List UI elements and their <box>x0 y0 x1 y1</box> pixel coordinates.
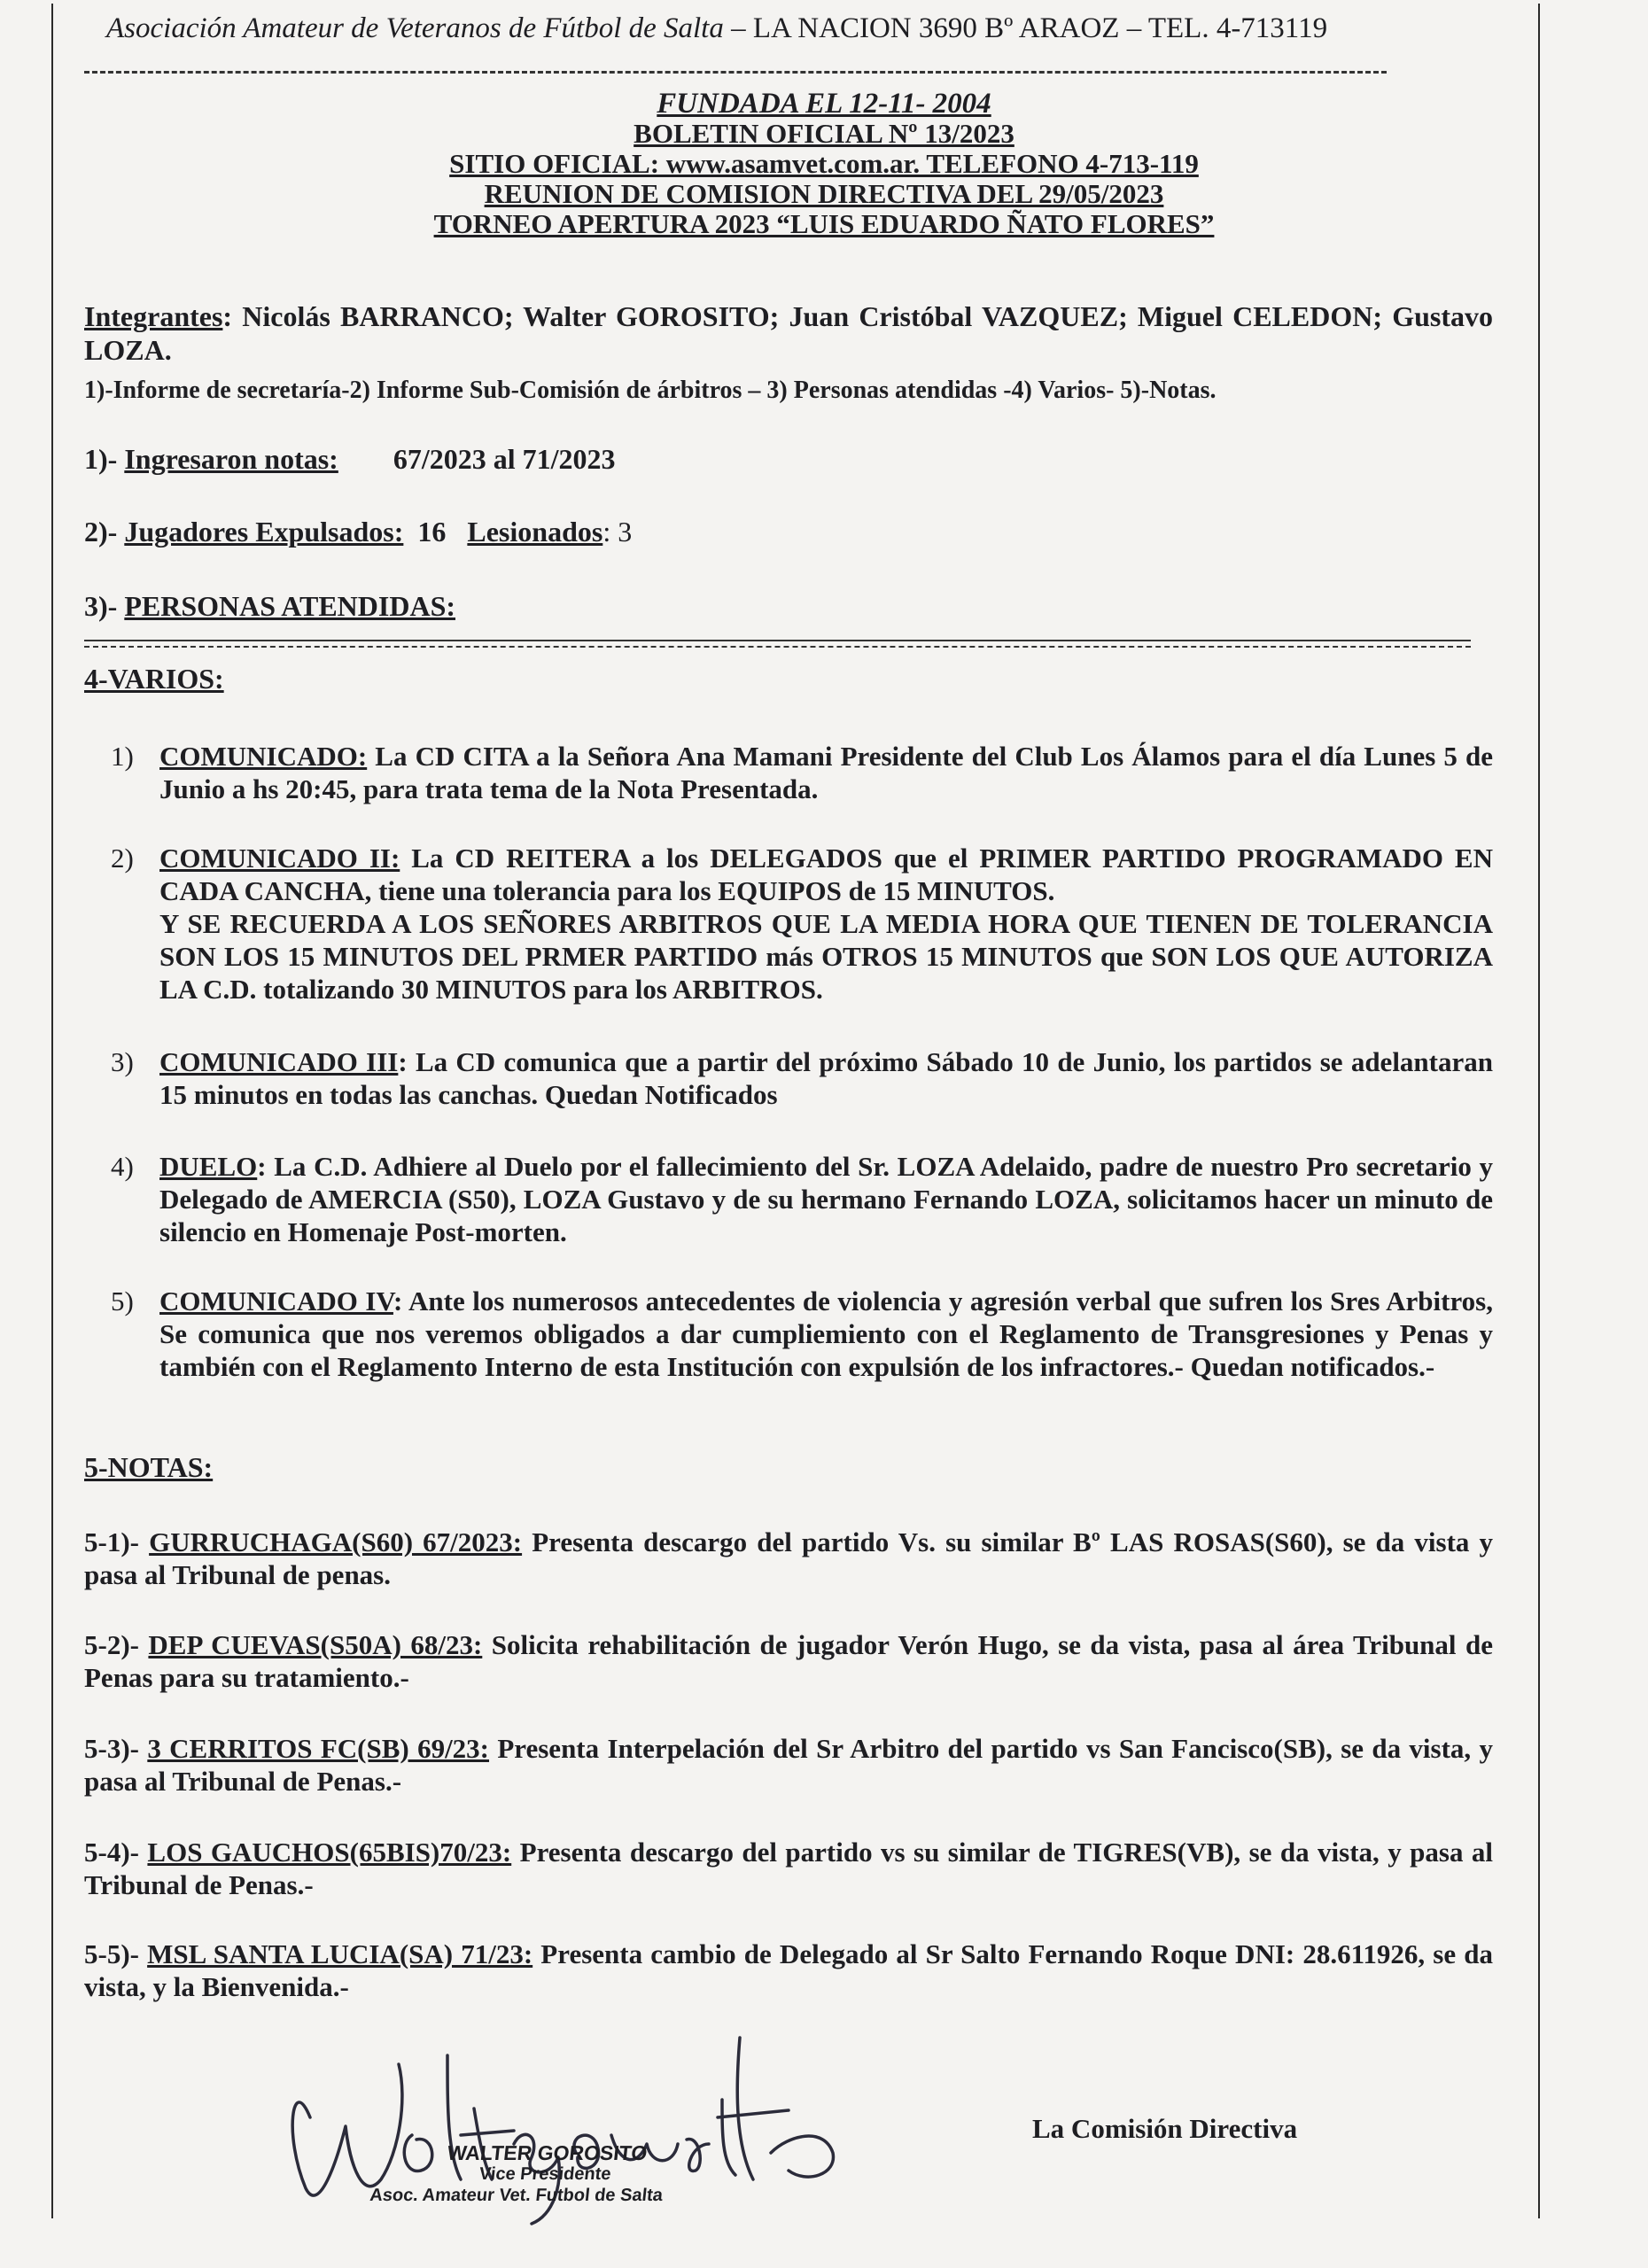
varios-item-3-label: COMUNICADO III <box>159 1046 399 1077</box>
section-1 <box>84 443 1493 476</box>
nota-5-5: 5-5)- MSL SANTA LUCIA(SA) 71/23: Presenta cambio de Delegado al Sr Salto Fernando Roque DNI: 28.611926, se da vista, y la Bienvenida.- <box>84 1938 1493 2002</box>
nota-5-3-label: 3 CERRITOS FC(SB) 69/23: <box>147 1733 490 1764</box>
section-1-value: 67/2023 al 71/2023 <box>393 443 616 475</box>
agenda-text: 1)-Informe de secretaría-2) Informe Sub-Comisión de árbitros – 3) Personas atendidas -4) Varios- 5)-Notas. <box>84 377 1217 404</box>
varios-item-5-label: COMUNICADO IV <box>159 1285 393 1317</box>
boletin-line: BOLETIN OFICIAL Nº 13/2023 <box>634 118 1014 149</box>
section-2 <box>84 516 1493 548</box>
section-3-prefix: 3)- <box>84 590 125 622</box>
varios-item-4: 4) DUELO: La C.D. Adhiere al Duelo por el fallecimiento del Sr. LOZA Adelaido, padre de nuestro Pro secretario y Delegado de AMERCIA (S50), LOZA Gustavo y de su hermano Fernando LOZA, solicitamos hacer un minuto de silencio en Homenaje Post-morten. <box>111 1151 1493 1247</box>
fundada-line: FUNDADA EL 12-11- 2004 <box>657 88 991 120</box>
sitio-line: SITIO OFICIAL: www.asamvet.com.ar. TELEFONO 4-713-119 <box>449 148 1199 179</box>
expulsados-label: Jugadores Expulsados: <box>124 516 404 548</box>
expulsados-value: 16 <box>417 516 447 548</box>
nota-5-1-label: GURRUCHAGA(S60) 67/2023: <box>149 1526 523 1557</box>
signatory-name: WALTER GOROSITO <box>446 2141 649 2164</box>
integrantes-label: Integrantes <box>84 300 223 332</box>
section-3-divider <box>84 640 1471 648</box>
nota-5-3: 5-3)- 3 CERRITOS FC(SB) 69/23: Presenta Interpelación del Sr Arbitro del partido vs San Fancisco(SB), se da vista, y pasa al Tribunal de Penas.- <box>84 1733 1493 1797</box>
signatory-org: Asoc. Amateur Vet. Futbol de Salta <box>369 2186 665 2205</box>
letterhead-org: Asociación Amateur de Veteranos de Fútbol de Salta <box>106 12 724 44</box>
nota-5-4: 5-4)- LOS GAUCHOS(65BIS)70/23: Presenta descargo del partido vs su similar de TIGRES(VB), se da vista, y pasa al Tribunal de Penas.- <box>84 1837 1493 1900</box>
nota-5-2: 5-2)- DEP CUEVAS(S50A) 68/23: Solicita rehabilitación de jugador Verón Hugo, se da vista, pasa al área Tribunal de Penas para su tratamiento.- <box>84 1629 1493 1693</box>
section-3-label: PERSONAS ATENDIDAS: <box>124 590 456 622</box>
varios-item-1: 1) COMUNICADO: La CD CITA a la Señora Ana Mamani Presidente del Club Los Álamos para el día Lunes 5 de Junio a hs 20:45, para trata tema de la Nota Presentada. <box>111 741 1493 804</box>
section-1-prefix: 1)- <box>84 443 125 475</box>
section-4-heading: 4-VARIOS: <box>84 663 224 695</box>
signatory-role: Vice Presidente <box>478 2164 612 2184</box>
nota-5-4-label: LOS GAUCHOS(65BIS)70/23: <box>147 1837 512 1868</box>
section-1-label: Ingresaron notas: <box>124 443 338 475</box>
section-5-heading: 5-NOTAS: <box>84 1451 214 1483</box>
closing-signature: La Comisión Directiva <box>1032 2113 1298 2144</box>
varios-item-2-label: COMUNICADO II: <box>159 843 400 874</box>
reunion-line: REUNION DE COMISION DIRECTIVA DEL 29/05/2023 <box>484 178 1164 209</box>
lesionados-value: : 3 <box>602 516 633 548</box>
integrantes-names: : Nicolás BARRANCO; Walter GOROSITO; Juan Cristóbal VAZQUEZ; Miguel CELEDON; Gustavo LOZA. <box>84 300 1493 366</box>
letterhead <box>106 12 1524 45</box>
section-3 <box>84 590 1493 623</box>
letterhead-address: – LA NACION 3690 Bº ARAOZ – TEL. 4-713119 <box>723 12 1328 44</box>
section-2-prefix: 2)- <box>84 516 125 548</box>
lesionados-label: Lesionados <box>467 516 603 548</box>
nota-5-5-label: MSL SANTA LUCIA(SA) 71/23: <box>147 1938 533 1969</box>
varios-item-4-label: DUELO <box>159 1151 258 1182</box>
signatory-stamp <box>369 2141 668 2206</box>
varios-item-3: 3) COMUNICADO III: La CD comunica que a partir del próximo Sábado 10 de Junio, los partidos se adelantaran 15 minutos en todas las canchas. Quedan Notificados <box>111 1046 1493 1110</box>
torneo-line: TORNEO APERTURA 2023 “LUIS EDUARDO ÑATO FLORES” <box>433 208 1215 239</box>
header-divider <box>84 71 1387 74</box>
varios-item-2: 2) COMUNICADO II: La CD REITERA a los DELEGADOS que el PRIMER PARTIDO PROGRAMADO EN CADA CANCHA, tiene una tolerancia para los EQUIPOS de 15 MINUTOS. Y SE RECUERDA A LOS SEÑORES ARBITROS QUE LA MEDIA HORA QUE TIENEN DE TOLERANCIA SON LOS 15 MINUTOS DEL PRMER PARTIDO más OTROS 15 MINUTOS que SON LOS QUE AUTORIZA LA C.D. totalizando 30 MINUTOS para los ARBITROS. <box>111 843 1493 1005</box>
integrantes-paragraph <box>84 299 1493 367</box>
nota-5-1: 5-1)- GURRUCHAGA(S60) 67/2023: Presenta descargo del partido Vs. su similar Bº LAS ROSAS(S60), se da vista y pasa al Tribunal de penas. <box>84 1526 1494 1590</box>
title-block <box>0 89 1648 239</box>
agenda-line <box>84 374 1493 407</box>
varios-item-5: 5) COMUNICADO IV: Ante los numerosos antecedentes de violencia y agresión verbal que sufren los Sres Arbitros, Se comunica que nos veremos obligados a dar cumpliemiento con el Reglamento de Transgresiones y Penas y también con el Reglamento Interno de esta Institución con expulsión de los infractores.- Quedan notificados.- <box>111 1285 1493 1382</box>
varios-item-2-reminder: Y SE RECUERDA A LOS SEÑORES ARBITROS QUE LA MEDIA HORA QUE TIENEN DE TOLERANCIA SON LOS 15 MINUTOS DEL PRMER PARTIDO más OTROS 15 MINUTOS que SON LOS QUE AUTORIZA LA C.D. totalizando 30 MINUTOS para los ARBITROS. <box>159 908 1493 1005</box>
varios-item-1-label: COMUNICADO: <box>159 741 368 772</box>
nota-5-2-label: DEP CUEVAS(S50A) 68/23: <box>148 1629 483 1660</box>
